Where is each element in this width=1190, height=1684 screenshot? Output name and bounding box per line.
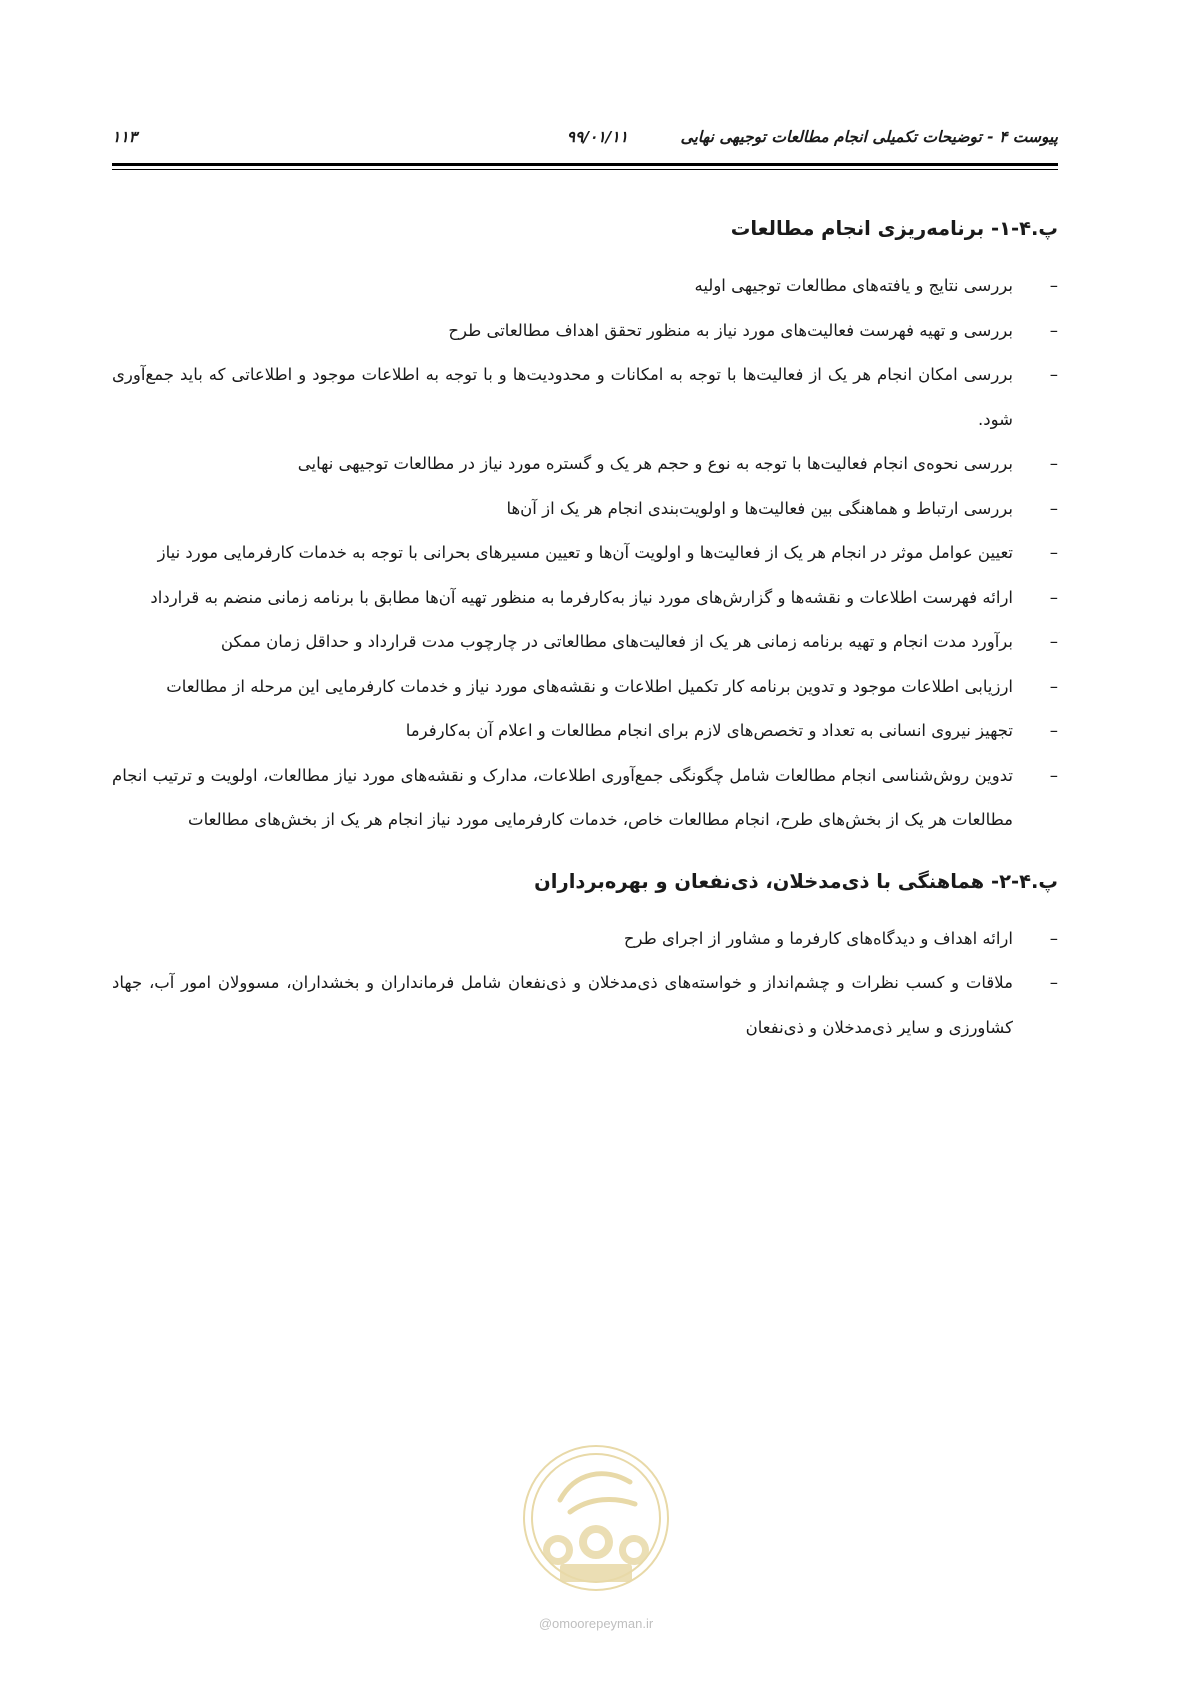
list-item-text: تدوین روش‌شناسی انجام مطالعات شامل چگونگی جمع‌آوری اطلاعات، مدارک و نقشه‌های مورد نیاز مطالعات، اولویت و ترتیب انجام مطالعات هر یک از بخش‌های طرح، انجام مطالعات خاص، خدمات کارفرمایی مورد نیاز انجام هر یک از بخش‌های مطالعات (112, 765, 1013, 829)
bullet-list (112, 917, 1058, 1051)
document-body (112, 212, 1058, 1050)
header-rule-thin (112, 169, 1058, 170)
dash-bullet-icon: – (1049, 973, 1058, 992)
list-item (112, 754, 1058, 843)
dash-bullet-icon: – (1049, 765, 1058, 785)
list-item (112, 487, 1058, 532)
dash-bullet-icon: – (1049, 365, 1058, 384)
list-item (112, 665, 1058, 710)
list-item (112, 309, 1058, 354)
list-item (112, 917, 1058, 962)
page-number: ۱۱۳ (112, 128, 137, 146)
dash-bullet-icon: – (1049, 498, 1058, 518)
list-item-text: ارائه اهداف و دیدگاه‌های کارفرما و مشاور از اجرای طرح (623, 928, 1013, 948)
list-item (112, 353, 1058, 442)
list-item-text: بررسی امکان انجام هر یک از فعالیت‌ها با توجه به امکانات و محدودیت‌ها و با توجه به اطلاعات موجود و اطلاعاتی که باید جمع‌آوری شود. (112, 365, 1013, 429)
list-item-text: ملاقات و کسب نظرات و چشم‌انداز و خواسته‌های ذی‌مدخلان و ذی‌نفعان شامل فرمانداران و بخشداران، مسوولان امور آب، جهاد کشاورزی و سایر ذی‌مدخلان و ذی‌نفعان (112, 973, 1013, 1037)
dash-bullet-icon: – (1049, 543, 1058, 562)
list-item (112, 264, 1058, 309)
list-item-text: بررسی نحوه‌ی انجام فعالیت‌ها با توجه به نوع و حجم هر یک و گستره مورد نیاز در مطالعات توجیهی نهایی (297, 454, 1013, 473)
list-item-text: تجهیز نیروی انسانی به تعداد و تخصص‌های لازم برای انجام مطالعات و اعلام آن به‌کارفرما (405, 721, 1013, 740)
page-header (112, 128, 1058, 150)
list-item-text: ارزیابی اطلاعات موجود و تدوین برنامه کار تکمیل اطلاعات و نقشه‌های مورد نیاز و خدمات کارفرمایی این مرحله از مطالعات (166, 676, 1013, 696)
dash-bullet-icon: – (1049, 276, 1058, 295)
header-rule-thick (112, 163, 1058, 166)
header-title: پیوست ۴ - توضیحات تکمیلی انجام مطالعات توجیهی نهایی (680, 128, 1058, 146)
watermark-text: @omoorepeyman.ir (538, 1616, 654, 1631)
header-date: ۹۹/۰۱/۱۱ (566, 128, 628, 146)
list-item (112, 442, 1058, 487)
section-coordination (112, 865, 1058, 1051)
section-heading: پ.۴-۱- برنامه‌ریزی انجام مطالعات (730, 217, 1058, 240)
list-item (112, 709, 1058, 754)
bullet-list (112, 264, 1058, 843)
list-item (112, 576, 1058, 621)
section-planning (112, 212, 1058, 843)
list-item-text: بررسی نتایج و یافته‌های مطالعات توجیهی اولیه (694, 276, 1013, 295)
seal-logo-icon (520, 1442, 672, 1602)
list-item-text: ارائه فهرست اطلاعات و نقشه‌ها و گزارش‌های مورد نیاز به‌کارفرما به منظور تهیه آن‌ها مطابق با برنامه زمانی منضم به قرارداد (150, 587, 1013, 607)
dash-bullet-icon: – (1049, 676, 1058, 696)
dash-bullet-icon: – (1049, 928, 1058, 948)
list-item (112, 961, 1058, 1050)
dash-bullet-icon: – (1049, 320, 1058, 340)
list-item-text: بررسی و تهیه فهرست فعالیت‌های مورد نیاز به منظور تحقق اهداف مطالعاتی طرح (448, 320, 1013, 340)
dash-bullet-icon: – (1049, 721, 1058, 740)
list-item-text: برآورد مدت انجام و تهیه برنامه زمانی هر یک از فعالیت‌های مطالعاتی در چارچوب مدت قرارداد و حداقل زمان ممکن (220, 632, 1013, 651)
dash-bullet-icon: – (1049, 587, 1058, 607)
list-item (112, 620, 1058, 665)
dash-bullet-icon: – (1049, 632, 1058, 651)
section-heading: پ.۴-۲- هماهنگی با ذی‌مدخلان، ذی‌نفعان و بهره‌برداران (534, 869, 1058, 893)
dash-bullet-icon: – (1049, 454, 1058, 473)
list-item (112, 531, 1058, 576)
list-item-text: تعیین عوامل موثر در انجام هر یک از فعالیت‌ها و اولویت آن‌ها و تعیین مسیرهای بحرانی با توجه به خدمات کارفرمایی مورد نیاز (157, 543, 1013, 562)
list-item-text: بررسی ارتباط و هماهنگی بین فعالیت‌ها و اولویت‌بندی انجام هر یک از آن‌ها (506, 498, 1013, 518)
